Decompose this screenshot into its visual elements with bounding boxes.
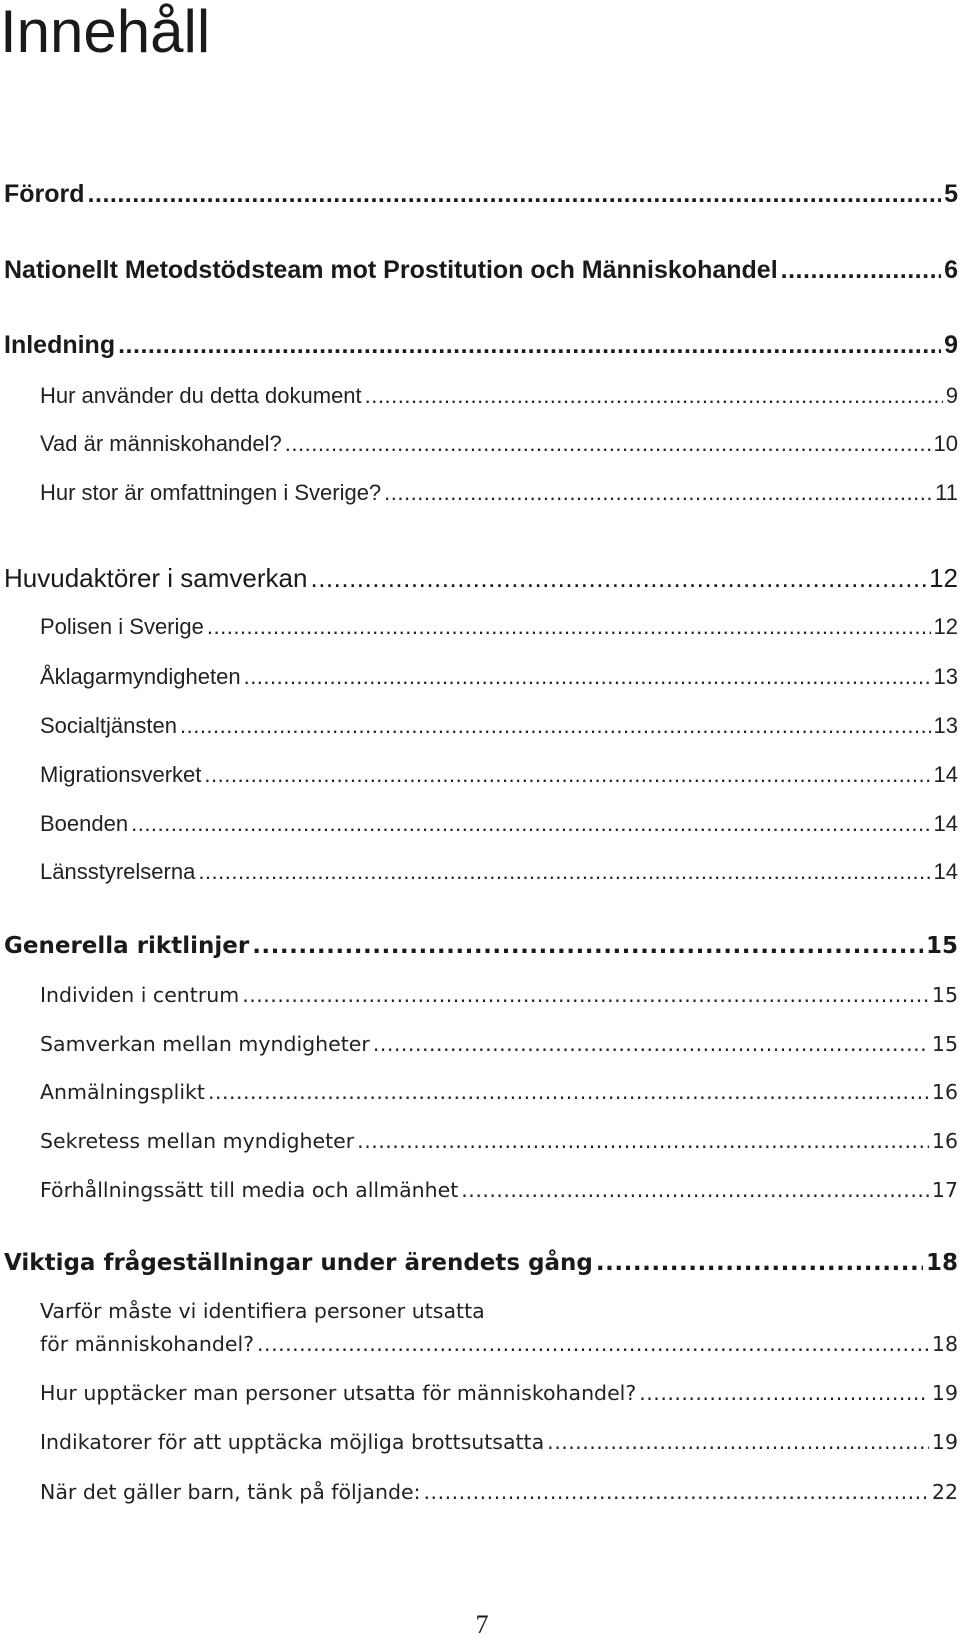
toc-page-number: 16 bbox=[931, 1129, 958, 1153]
toc-entry-title: Åklagarmyndigheten bbox=[40, 664, 241, 689]
toc-page-number: 18 bbox=[931, 1332, 958, 1356]
toc-entry-generella-riktlinjer[interactable] bbox=[4, 933, 960, 959]
toc-subentry-barn[interactable] bbox=[40, 1480, 960, 1504]
toc-subentry-indikatorer[interactable] bbox=[40, 1430, 960, 1454]
dot-leader bbox=[357, 1129, 929, 1153]
toc-entry-title: för människohandel? bbox=[40, 1332, 255, 1356]
toc-page-number: 19 bbox=[931, 1430, 958, 1454]
toc-entry-title: Anmälningsplikt bbox=[40, 1080, 205, 1104]
dot-leader bbox=[207, 614, 931, 640]
dot-leader bbox=[244, 664, 931, 690]
toc-entry-title: Individen i centrum bbox=[40, 983, 240, 1007]
toc-entry-title: Boenden bbox=[40, 811, 129, 836]
toc-entry-title: Generella riktlinjer bbox=[4, 933, 250, 959]
dot-leader bbox=[88, 180, 942, 209]
toc-entry-title: Viktiga frågeställningar under ärendets gång bbox=[4, 1250, 593, 1276]
toc-subentry-hur-upptacker[interactable] bbox=[40, 1381, 960, 1405]
dot-leader bbox=[285, 431, 931, 457]
toc-page-number: 13 bbox=[933, 713, 958, 738]
toc-page-number: 14 bbox=[933, 859, 958, 884]
toc-page-number: 12 bbox=[933, 614, 958, 639]
toc-page-number: 22 bbox=[931, 1480, 958, 1504]
toc-subentry-aklagarmyndigheten[interactable] bbox=[40, 664, 960, 690]
toc-entry-title: Hur stor är omfattningen i Sverige? bbox=[40, 480, 382, 505]
toc-entry-title: Hur upptäcker man personer utsatta för människohandel? bbox=[40, 1381, 637, 1405]
dot-leader bbox=[204, 762, 930, 788]
toc-entry-forord[interactable] bbox=[4, 180, 960, 209]
toc-subentry-sekretess[interactable] bbox=[40, 1129, 960, 1153]
toc-page-number: 9 bbox=[945, 383, 958, 408]
dot-leader bbox=[310, 563, 926, 594]
toc-entry-title: Länsstyrelserna bbox=[40, 859, 196, 884]
page-title: Innehåll bbox=[0, 0, 211, 65]
dot-leader bbox=[198, 859, 930, 885]
toc-entry-viktiga-fragestallningar[interactable] bbox=[4, 1250, 960, 1276]
dot-leader bbox=[424, 1480, 929, 1504]
dot-leader bbox=[257, 1332, 929, 1356]
toc-subentry-lansstyrelserna[interactable] bbox=[40, 859, 960, 885]
toc-page-number: 12 bbox=[929, 563, 958, 593]
toc-entry-nationellt-metodstodsteam[interactable] bbox=[4, 256, 960, 285]
toc-page-number: 16 bbox=[931, 1080, 958, 1104]
toc-subentry-boenden[interactable] bbox=[40, 811, 960, 837]
dot-leader bbox=[781, 256, 941, 285]
toc-entry-title: Migrationsverket bbox=[40, 762, 202, 787]
dot-leader bbox=[639, 1381, 929, 1405]
dot-leader bbox=[118, 331, 941, 360]
toc-subentry-individen[interactable] bbox=[40, 983, 960, 1007]
dot-leader bbox=[131, 811, 930, 837]
toc-entry-title: Nationellt Metodstödsteam mot Prostitution och Människohandel bbox=[4, 256, 778, 284]
toc-page-number: 6 bbox=[944, 256, 958, 284]
toc-subentry-varfor-line1[interactable]: Varför måste vi identifiera personer utsatta bbox=[40, 1299, 485, 1323]
toc-page-number: 18 bbox=[925, 1250, 958, 1276]
dot-leader bbox=[252, 933, 923, 959]
toc-page-number: 17 bbox=[931, 1178, 958, 1202]
toc-entry-title: Samverkan mellan myndigheter bbox=[40, 1032, 370, 1056]
toc-page-number: 9 bbox=[944, 331, 958, 359]
toc-subentry-varfor[interactable] bbox=[40, 1332, 960, 1356]
toc-page-number: 19 bbox=[931, 1381, 958, 1405]
toc-page-number: 15 bbox=[925, 933, 958, 959]
toc-page-number: 15 bbox=[931, 1032, 958, 1056]
dot-leader bbox=[242, 983, 929, 1007]
page-number: 7 bbox=[475, 1610, 489, 1639]
toc-subentry-polisen[interactable] bbox=[40, 614, 960, 640]
toc-entry-inledning[interactable] bbox=[4, 331, 960, 360]
dot-leader bbox=[596, 1250, 923, 1276]
dot-leader bbox=[180, 713, 931, 739]
toc-entry-title: När det gäller barn, tänk på följande: bbox=[40, 1480, 421, 1504]
toc-entry-title: Vad är människohandel? bbox=[40, 431, 282, 456]
toc-subentry-hur-anvander[interactable] bbox=[40, 383, 960, 409]
dot-leader bbox=[365, 383, 943, 409]
toc-entry-title: Inledning bbox=[4, 331, 116, 359]
toc-entry-title: Sekretess mellan myndigheter bbox=[40, 1129, 355, 1153]
toc-entry-title: Förord bbox=[4, 180, 85, 208]
toc-entry-title: Hur använder du detta dokument bbox=[40, 383, 362, 408]
toc-subentry-samverkan[interactable] bbox=[40, 1032, 960, 1056]
toc-page-number: 14 bbox=[933, 762, 958, 787]
toc-subentry-vad-ar-manniskohandel[interactable] bbox=[40, 431, 960, 457]
toc-entry-title: Huvudaktörer i samverkan bbox=[4, 563, 308, 593]
toc-page-number: 10 bbox=[933, 431, 958, 456]
dot-leader bbox=[547, 1430, 929, 1454]
dot-leader bbox=[208, 1080, 929, 1104]
toc-subentry-hur-stor[interactable] bbox=[40, 480, 960, 506]
toc-page-number: 5 bbox=[944, 180, 958, 208]
dot-leader bbox=[373, 1032, 929, 1056]
toc-subentry-migrationsverket[interactable] bbox=[40, 762, 960, 788]
toc-subentry-forhallningssatt[interactable] bbox=[40, 1178, 960, 1202]
toc-page-number: 14 bbox=[933, 811, 958, 836]
toc-subentry-anmalningsplikt[interactable] bbox=[40, 1080, 960, 1104]
toc-entry-huvudaktorer[interactable] bbox=[4, 563, 960, 594]
dot-leader bbox=[461, 1178, 929, 1202]
toc-entry-title: Indikatorer för att upptäcka möjliga brottsutsatta bbox=[40, 1430, 545, 1454]
toc-page-number: 15 bbox=[931, 983, 958, 1007]
toc-entry-title: Polisen i Sverige bbox=[40, 614, 204, 639]
toc-subentry-socialtjansten[interactable] bbox=[40, 713, 960, 739]
dot-leader bbox=[384, 480, 932, 506]
toc-entry-title: Socialtjänsten bbox=[40, 713, 177, 738]
toc-entry-title: Förhållningssätt till media och allmänhet bbox=[40, 1178, 459, 1202]
toc-page-number: 13 bbox=[933, 664, 958, 689]
toc-page-number: 11 bbox=[935, 480, 958, 505]
